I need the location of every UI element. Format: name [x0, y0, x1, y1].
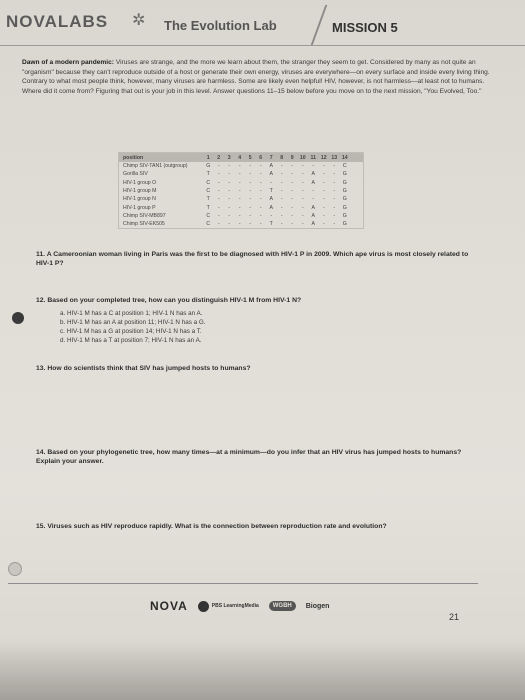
table-row — [119, 179, 363, 187]
table-cell: T — [269, 188, 273, 195]
table-cell: - — [291, 163, 294, 170]
table-cell: - — [259, 179, 262, 186]
brand-logo: NOVALABS — [6, 12, 109, 31]
table-cell: - — [238, 163, 241, 170]
table-cell: - — [280, 204, 283, 211]
table-cell: - — [228, 163, 231, 170]
header-divider — [311, 5, 328, 45]
table-cell: - — [333, 196, 336, 203]
table-cell: - — [291, 171, 294, 178]
question-12: 12. Based on your completed tree, how can you distinguish HIV-1 M from HIV-1 N? — [36, 297, 302, 304]
table-position-header: 11 — [310, 154, 316, 161]
table-cell: - — [217, 188, 220, 195]
table-cell: - — [228, 196, 231, 203]
table-cell: A — [311, 221, 315, 228]
table-cell: - — [280, 221, 283, 228]
table-cell: G — [342, 179, 347, 186]
table-cell: - — [259, 171, 262, 178]
table-cell: - — [322, 171, 325, 178]
table-cell: - — [322, 188, 325, 195]
table-cell: - — [291, 196, 294, 203]
pbs-logo — [198, 601, 259, 612]
question-14: 14. Based on your phylogenetic tree, how many times—at a minimum—do you infer that an HIV virus has jumped hosts to humans? Explain your answer. — [36, 449, 462, 465]
table-cell: - — [291, 188, 294, 195]
pbs-label: PBS LearningMedia — [211, 603, 259, 609]
table-row — [119, 187, 363, 195]
table-header-row — [119, 153, 363, 162]
table-cell: G — [342, 196, 347, 203]
table-cell: - — [291, 212, 294, 219]
intro-lead: Dawn of a modern pandemic: — [22, 59, 114, 66]
table-cell: T — [269, 221, 273, 228]
table-cell: - — [291, 221, 294, 228]
table-cell: - — [301, 179, 304, 186]
sequence-table — [118, 152, 364, 229]
table-cell: T — [206, 171, 210, 178]
row-label: HIV-1 group P — [123, 204, 156, 211]
table-cell: - — [301, 196, 304, 203]
table-cell: - — [280, 196, 283, 203]
nova-logo: NOVA — [150, 599, 188, 613]
table-cell: - — [259, 212, 262, 219]
table-row — [119, 162, 363, 170]
table-cell: - — [322, 163, 325, 170]
table-cell: A — [311, 171, 315, 178]
table-cell: G — [342, 188, 347, 195]
mission-label: MISSION 5 — [332, 20, 398, 35]
table-cell: - — [249, 196, 252, 203]
question-11: 11. A Cameroonian woman living in Paris was the first to be diagnosed with HIV-1 P in 2009. Which ape virus is most closely related to HIV-1 P? — [36, 251, 469, 267]
table-cell: - — [301, 212, 304, 219]
table-cell: G — [342, 171, 347, 178]
table-cell: - — [238, 196, 241, 203]
table-row — [119, 220, 363, 228]
biogen-logo: Biogen — [305, 602, 330, 610]
q12-option-a[interactable]: a. HIV-1 M has a C at position 1; HIV-1 N has an A. — [60, 310, 203, 317]
table-cell: - — [228, 221, 231, 228]
table-cell: - — [228, 204, 231, 211]
table-cell: - — [259, 188, 262, 195]
table-cell: G — [206, 163, 211, 170]
binder-hole-icon — [8, 562, 22, 576]
binder-hole-icon — [12, 312, 24, 324]
table-cell: - — [228, 171, 231, 178]
table-cell: - — [259, 204, 262, 211]
table-cell: - — [322, 221, 325, 228]
table-cell: - — [322, 179, 325, 186]
table-cell: - — [301, 204, 304, 211]
table-cell: - — [238, 171, 241, 178]
table-cell: A — [311, 179, 315, 186]
table-cell: - — [312, 163, 315, 170]
intro-text: Viruses are strange, and the more we learn about them, the stranger they seem to get. Considered by many as not quite an "organism" because they can't reproduce outside of a host or generate their own energy, viruses are everywhere—on every surface and inside every living thing. Contrary to what most people think, however, many viruses are harmless. Some are likely even helpful! HIV, however, is not harmless—at least not to humans. Where did it come from? Figuring that out is your job in this level. Answer questions 11–15 below before you move on to the next mission, "You Evolved, Too." — [22, 59, 490, 95]
q12-option-c[interactable]: c. HIV-1 M has a G at position 14; HIV-1 N has a T. — [60, 328, 202, 335]
table-cell: - — [322, 204, 325, 211]
table-cell: G — [342, 221, 347, 228]
table-cell: T — [206, 204, 210, 211]
table-cell: - — [291, 179, 294, 186]
table-cell: - — [333, 163, 336, 170]
table-position-header: 12 — [320, 154, 327, 161]
table-cell: - — [249, 188, 252, 195]
table-cell: A — [311, 204, 315, 211]
table-cell: - — [217, 212, 220, 219]
table-cell: - — [301, 221, 304, 228]
table-cell: - — [259, 221, 262, 228]
table-position-header: 14 — [341, 154, 348, 161]
table-position-header: 6 — [259, 154, 263, 161]
table-cell: - — [280, 212, 283, 219]
table-row — [119, 203, 363, 211]
table-cell: - — [249, 204, 252, 211]
table-cell: - — [238, 212, 241, 219]
table-cell: G — [342, 204, 347, 211]
table-cell: - — [238, 188, 241, 195]
table-cell: C — [206, 188, 211, 195]
table-cell: - — [217, 196, 220, 203]
q12-option-d[interactable]: d. HIV-1 M has a T at position 7; HIV-1 N has an A. — [60, 337, 202, 344]
table-cell: A — [269, 163, 273, 170]
footer-rule — [8, 583, 478, 584]
table-cell: - — [280, 171, 283, 178]
table-cell: - — [291, 204, 294, 211]
table-cell: - — [301, 163, 304, 170]
table-cell: - — [270, 212, 273, 219]
row-label: Chimp SIV-EK505 — [123, 221, 165, 228]
table-cell: - — [280, 163, 283, 170]
table-row — [119, 195, 363, 203]
row-label: HIV-1 group O — [123, 179, 157, 186]
table-cell: - — [228, 188, 231, 195]
table-cell: - — [217, 171, 220, 178]
table-position-header: 2 — [217, 154, 221, 161]
table-cell: - — [333, 212, 336, 219]
table-cell: - — [333, 188, 336, 195]
table-cell: - — [312, 196, 315, 203]
molecule-icon: ✲ — [132, 12, 146, 29]
lab-title: The Evolution Lab — [164, 18, 277, 33]
table-cell: - — [217, 204, 220, 211]
table-cell: - — [333, 179, 336, 186]
table-position-header: 13 — [331, 154, 338, 161]
table-cell: - — [249, 179, 252, 186]
table-cell: - — [301, 188, 304, 195]
table-cell: - — [238, 179, 241, 186]
row-label: HIV-1 group M — [123, 188, 157, 195]
table-position-header: 8 — [280, 154, 284, 161]
table-cell: T — [206, 196, 210, 203]
page-header — [0, 0, 525, 50]
wgbh-logo: WGBH — [269, 601, 296, 611]
table-cell: - — [333, 221, 336, 228]
question-15: 15. Viruses such as HIV reproduce rapidly. What is the connection between reproduction rate and evolution? — [36, 523, 387, 530]
table-cell: - — [322, 196, 325, 203]
table-cell: - — [280, 188, 283, 195]
table-cell: - — [249, 212, 252, 219]
table-cell: - — [301, 171, 304, 178]
row-label: Chimp SIV-TAN1 (outgroup) — [123, 163, 188, 170]
page-number: 21 — [449, 612, 460, 622]
table-position-header: 5 — [248, 154, 252, 161]
table-cell: - — [217, 179, 220, 186]
table-position-header: 9 — [290, 154, 294, 161]
table-cell: C — [206, 212, 211, 219]
table-cell: C — [206, 179, 211, 186]
table-row — [119, 212, 363, 220]
table-cell: - — [259, 196, 262, 203]
table-cell: - — [259, 163, 262, 170]
table-cell: A — [311, 212, 315, 219]
table-cell: - — [322, 212, 325, 219]
table-cell: - — [249, 221, 252, 228]
pbs-icon — [198, 601, 209, 612]
table-cell: C — [342, 163, 347, 170]
table-cell: - — [280, 179, 283, 186]
photo-shadow — [0, 640, 525, 700]
table-cell: G — [342, 212, 347, 219]
table-cell: - — [333, 204, 336, 211]
row-label: HIV-1 group N — [123, 196, 156, 203]
table-cell: - — [249, 171, 252, 178]
table-cell: A — [269, 171, 273, 178]
intro-paragraph — [22, 58, 500, 96]
table-cell: - — [238, 204, 241, 211]
table-cell: - — [228, 179, 231, 186]
table-position-header: 3 — [227, 154, 231, 161]
table-row — [119, 170, 363, 178]
table-cell: - — [249, 163, 252, 170]
table-cell: - — [217, 163, 220, 170]
table-cell: A — [269, 204, 273, 211]
table-cell: - — [228, 212, 231, 219]
table-position-header: 4 — [238, 154, 242, 161]
table-cell: - — [312, 188, 315, 195]
table-position-header: 1 — [206, 154, 210, 161]
row-label: Chimp SIV-MB897 — [123, 212, 166, 219]
footer-logos — [150, 596, 329, 616]
table-cell: - — [333, 171, 336, 178]
table-cell: A — [269, 196, 273, 203]
table-cell: - — [270, 179, 273, 186]
question-13: 13. How do scientists think that SIV has jumped hosts to humans? — [36, 365, 251, 372]
q12-option-b[interactable]: b. HIV-1 M has an A at position 11; HIV-1 N has a G. — [60, 319, 206, 326]
table-cell: - — [217, 221, 220, 228]
table-position-header: 10 — [299, 154, 306, 161]
table-cell: - — [238, 221, 241, 228]
table-position-header: 7 — [269, 154, 273, 161]
table-cell: C — [206, 221, 211, 228]
table-header-label: position — [123, 154, 144, 161]
row-label: Gorilla SIV — [123, 171, 148, 178]
header-rule — [0, 45, 525, 46]
